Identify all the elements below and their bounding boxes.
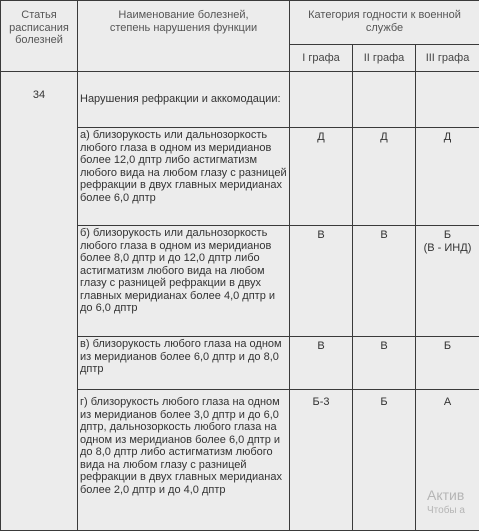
row-c-g3-value: Б bbox=[444, 340, 451, 352]
title-cell-g2 bbox=[353, 72, 416, 128]
title-row bbox=[1, 72, 479, 128]
title-row-text: Нарушения рефракции и аккомодации: bbox=[78, 72, 290, 128]
header-article: Статья расписания болезней bbox=[1, 1, 78, 72]
row-b-g1: В bbox=[290, 226, 353, 337]
watermark-line2: Чтобы а bbox=[427, 504, 479, 517]
header-category: Категория годности к военной службе bbox=[290, 1, 479, 45]
row-d-g2: Б bbox=[353, 390, 416, 531]
row-d-g3-value: А bbox=[444, 396, 451, 408]
row-d-text: г) близорукость любого глаза на одном из меридианов более 3,0 дптр и до 6,0 дптр, дальнозоркость любого глаза на одном из меридианов более 6,0 дптр и до 8,0 дптр либо астигматизм любого вида на любом глазу с разницей рефракции в двух главных меридианах более 2,0 дптр и до 4,0 дптр bbox=[78, 390, 290, 531]
row-a-g1: Д bbox=[290, 128, 353, 226]
article-number: 34 bbox=[1, 72, 78, 531]
header-col1: I графа bbox=[290, 45, 353, 72]
row-b-text: б) близорукость или дальнозоркость любого глаза в одном из меридианов более 8,0 дптр и до 12,0 дптр либо астигматизм любого вида на любом глазу с разницей рефракции в двух главных меридианах более 4,0 дптр и до 6,0 дптр bbox=[78, 226, 290, 337]
watermark-line1: Актив bbox=[427, 486, 479, 504]
row-a-g3 bbox=[416, 128, 479, 226]
title-cell-g1 bbox=[290, 72, 353, 128]
row-b-g3-value: Б bbox=[444, 229, 451, 241]
row-c-g3 bbox=[416, 337, 479, 390]
header-row bbox=[1, 1, 479, 45]
row-a-g2: Д bbox=[353, 128, 416, 226]
header-disease: Наименование болезней, степень нарушения функции bbox=[78, 1, 290, 72]
header-col2: II графа bbox=[353, 45, 416, 72]
row-b-g2: В bbox=[353, 226, 416, 337]
row-a-g3-value: Д bbox=[444, 131, 451, 143]
title-cell-g3 bbox=[416, 72, 479, 128]
header-col3: III графа bbox=[416, 45, 479, 72]
row-b-g3 bbox=[416, 226, 479, 337]
row-a-text: а) близорукость или дальнозоркость любого глаза в одном из меридианов более 12,0 дптр либо астигматизм любого вида на любом глазу с разницей рефракции в двух главных меридианах более 6,0 дптр bbox=[78, 128, 290, 226]
row-c-text: в) близорукость любого глаза на одном из меридианов более 6,0 дптр и до 8,0 дптр bbox=[78, 337, 290, 390]
row-d-g1: Б-3 bbox=[290, 390, 353, 531]
row-b-g3-note: (В - ИНД) bbox=[424, 242, 472, 254]
row-c-g2: В bbox=[353, 337, 416, 390]
row-d-g3 bbox=[416, 390, 479, 531]
row-c-g1: В bbox=[290, 337, 353, 390]
